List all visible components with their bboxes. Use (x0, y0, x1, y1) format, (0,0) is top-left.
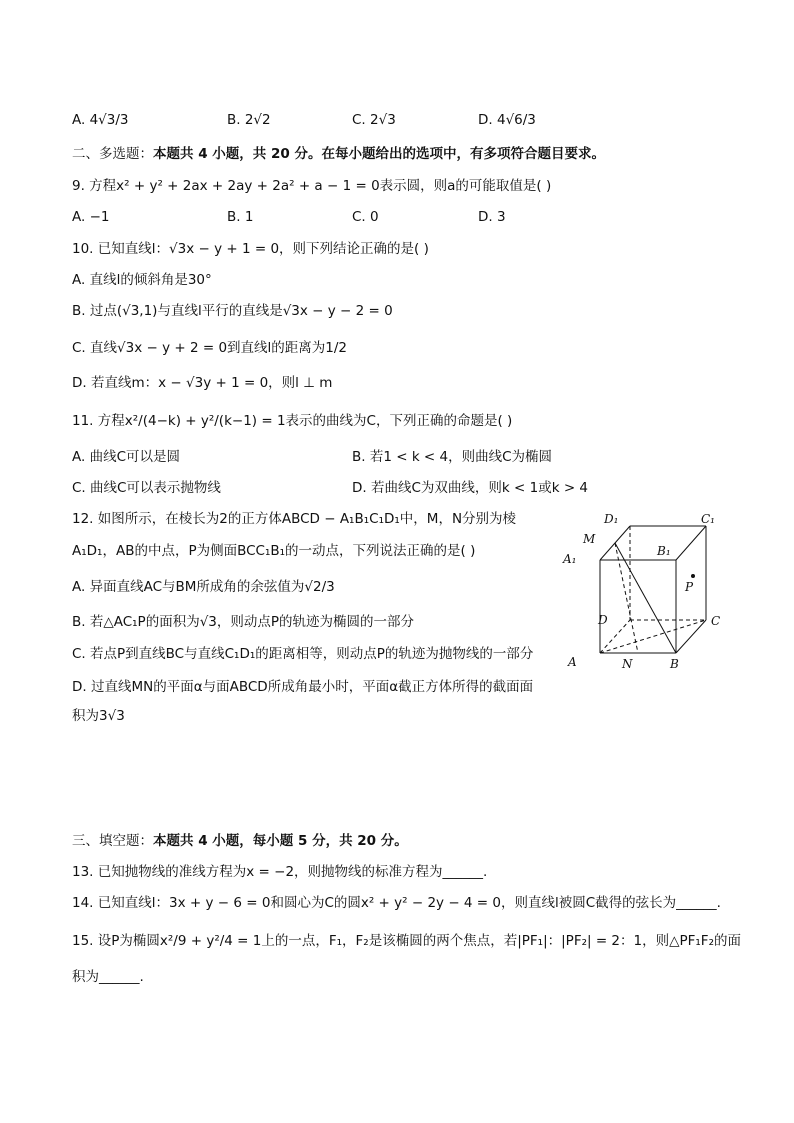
q11-option-d: D. 若曲线C为双曲线，则k < 1或k > 4 (352, 480, 589, 496)
label-d: D (598, 613, 608, 627)
label-b1: B₁ (657, 544, 671, 558)
label-a: A (568, 655, 577, 669)
label-d1: D₁ (604, 512, 619, 526)
q15-line1: 15. 设P为椭圆x²/9 + y²/4 = 1上的一点，F₁，F₂是该椭圆的两个焦点，若|PF₁|：|PF₂| = 2：1，则△PF₁F₂的面 (72, 933, 741, 949)
q8-option-a: A. 4√3/3 (72, 112, 129, 128)
q9-stem: 9. 方程x² + y² + 2ax + 2ay + 2a² + a − 1 = 0表示圆，则a的可能取值是( ) (72, 178, 552, 194)
section2-prefix: 二、多选题： (72, 146, 153, 162)
q8-option-d: D. 4√6/3 (478, 112, 536, 128)
label-m: M (583, 532, 596, 546)
section2-heading (72, 144, 605, 164)
q12-option-b: B. 若△AC₁P的面积为√3，则动点P的轨迹为椭圆的一部分 (72, 614, 415, 630)
edge-bc (676, 620, 706, 653)
q10-option-c: C. 直线√3x − y + 2 = 0到直线l的距离为1/2 (72, 340, 348, 356)
q12-option-a: A. 异面直线AC与BM所成角的余弦值为√2/3 (72, 579, 335, 595)
q12-option-c: C. 若点P到直线BC与直线C₁D₁的距离相等，则动点P的轨迹为抛物线的一部分 (72, 646, 534, 662)
segment-ac (600, 620, 706, 653)
q10-option-a: A. 直线l的倾斜角是30° (72, 272, 212, 288)
q12-option-d-line2: 积为3√3 (72, 708, 125, 724)
q11-option-b: B. 若1 < k < 4，则曲线C为椭圆 (352, 449, 553, 465)
q13-text: 13. 已知抛物线的准线方程为x = −2，则抛物线的标准方程为______. (72, 864, 488, 880)
section3-text: 本题共 4 小题，每小题 5 分，共 20 分。 (153, 833, 408, 849)
point-p-dot (691, 574, 695, 578)
q9-option-d: D. 3 (478, 209, 506, 225)
q10-option-b: B. 过点(√3,1)与直线l平行的直线是√3x − y − 2 = 0 (72, 303, 393, 319)
q11-stem: 11. 方程x²/(4−k) + y²/(k−1) = 1表示的曲线为C，下列正确的命题是( ) (72, 413, 513, 429)
q15-line2: 积为______. (72, 969, 144, 985)
q8-option-b: B. 2√2 (227, 112, 271, 128)
q14-text: 14. 已知直线l：3x + y − 6 = 0和圆心为C的圆x² + y² − 2y − 4 = 0，则直线l被圆C截得的弦长为______. (72, 895, 721, 911)
label-n: N (622, 657, 633, 671)
section2-text: 本题共 4 小题，共 20 分。在每小题给出的选项中，有多项符合题目要求。 (153, 146, 605, 162)
q12-stem-line1: 12. 如图所示，在棱长为2的正方体ABCD − A₁B₁C₁D₁中，M，N分别为棱 (72, 511, 517, 527)
q10-stem: 10. 已知直线l：√3x − y + 1 = 0，则下列结论正确的是( ) (72, 241, 429, 257)
section3-heading (72, 831, 408, 851)
q12-option-d-line1: D. 过直线MN的平面α与面ABCD所成角最小时，平面α截正方体所得的截面面 (72, 679, 534, 695)
q12-stem-line2: A₁D₁，AB的中点，P为侧面BCC₁B₁的一动点，下列说法正确的是( ) (72, 543, 476, 559)
q9-option-a: A. −1 (72, 209, 110, 225)
label-c1: C₁ (701, 512, 715, 526)
q8-option-c: C. 2√3 (352, 112, 396, 128)
label-b: B (670, 657, 679, 671)
section3-prefix: 三、填空题： (72, 833, 153, 849)
cube-figure (558, 508, 728, 683)
q10-option-d: D. 若直线m：x − √3y + 1 = 0，则l ⊥ m (72, 375, 333, 391)
label-p: P (685, 580, 694, 594)
edge-b1c1 (676, 526, 706, 560)
label-a1: A₁ (563, 552, 577, 566)
label-c: C (711, 614, 721, 628)
q9-option-b: B. 1 (227, 209, 254, 225)
q11-option-c: C. 曲线C可以表示抛物线 (72, 480, 221, 496)
q9-option-c: C. 0 (352, 209, 379, 225)
q11-option-a: A. 曲线C可以是圆 (72, 449, 181, 465)
